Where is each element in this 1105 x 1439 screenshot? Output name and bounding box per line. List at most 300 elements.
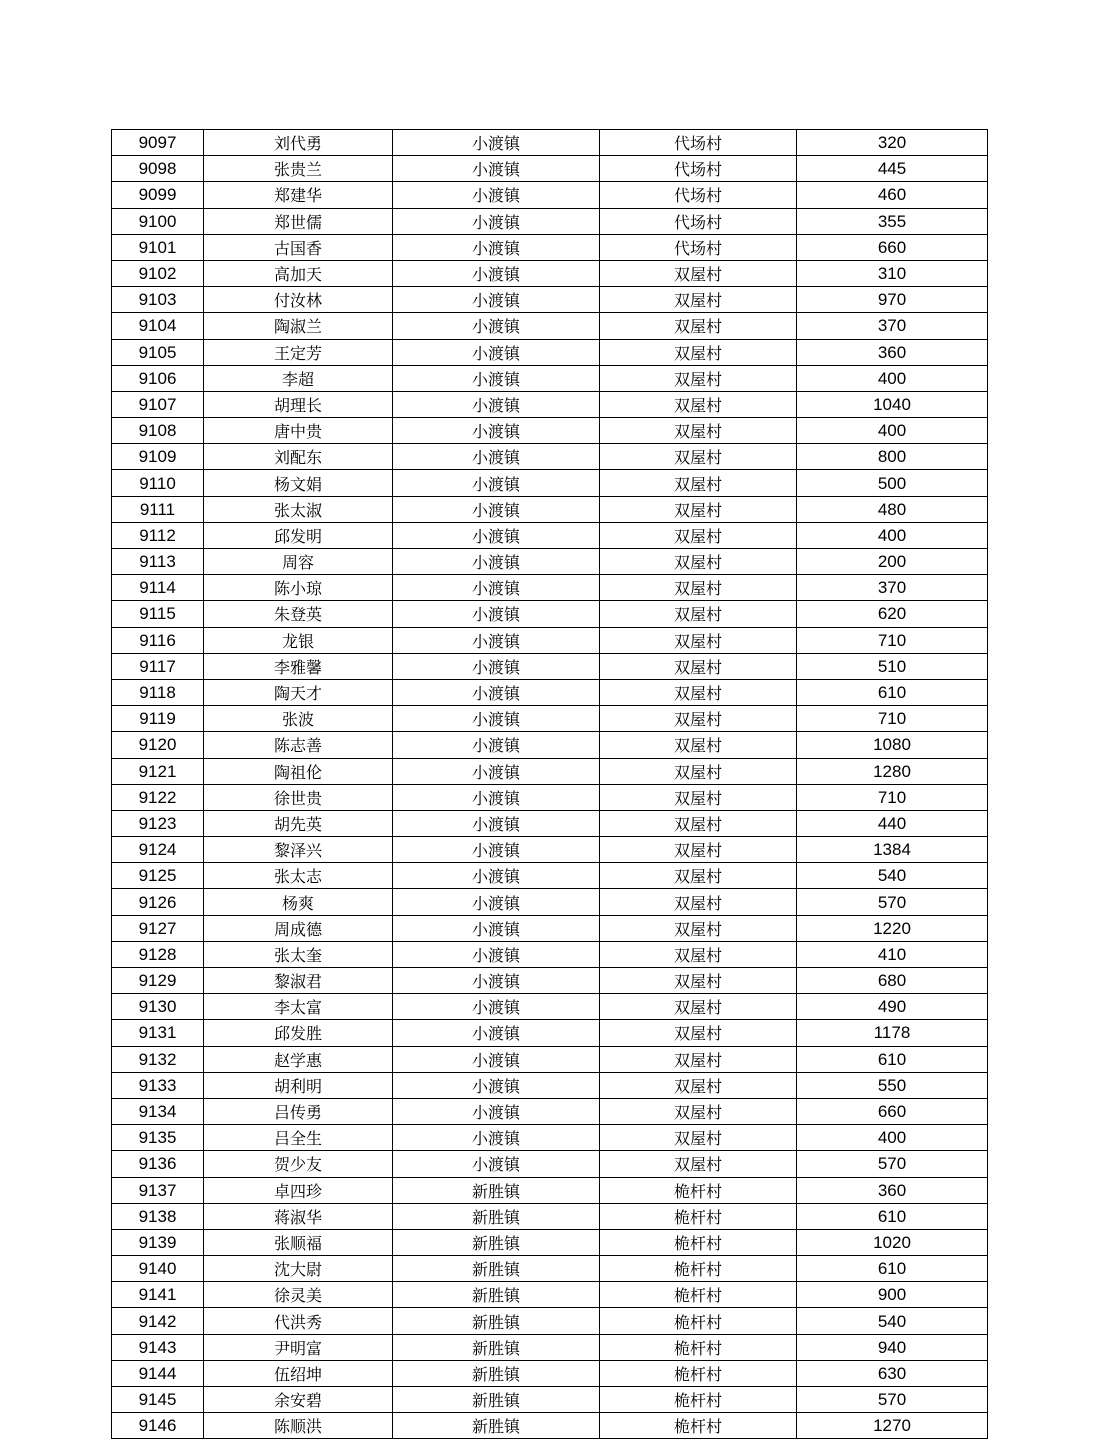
id-cell: 9124 bbox=[112, 837, 204, 863]
table-row bbox=[112, 287, 988, 313]
id-cell: 9114 bbox=[112, 575, 204, 601]
value-cell: 570 bbox=[797, 889, 988, 915]
name-cell: 胡利明 bbox=[204, 1072, 393, 1098]
id-cell: 9141 bbox=[112, 1282, 204, 1308]
village-cell: 双屋村 bbox=[600, 810, 797, 836]
name-cell: 周容 bbox=[204, 549, 393, 575]
village-cell: 桅杆村 bbox=[600, 1413, 797, 1439]
table-row bbox=[112, 601, 988, 627]
id-cell: 9113 bbox=[112, 549, 204, 575]
value-cell: 630 bbox=[797, 1360, 988, 1386]
id-cell: 9137 bbox=[112, 1177, 204, 1203]
town-cell: 小渡镇 bbox=[393, 470, 600, 496]
id-cell: 9129 bbox=[112, 968, 204, 994]
table-row bbox=[112, 182, 988, 208]
village-cell: 双屋村 bbox=[600, 313, 797, 339]
town-cell: 小渡镇 bbox=[393, 182, 600, 208]
table-row bbox=[112, 1151, 988, 1177]
value-cell: 610 bbox=[797, 1256, 988, 1282]
village-cell: 双屋村 bbox=[600, 863, 797, 889]
value-cell: 1280 bbox=[797, 758, 988, 784]
value-cell: 570 bbox=[797, 1151, 988, 1177]
village-cell: 代场村 bbox=[600, 130, 797, 156]
town-cell: 小渡镇 bbox=[393, 208, 600, 234]
id-cell: 9115 bbox=[112, 601, 204, 627]
id-cell: 9138 bbox=[112, 1203, 204, 1229]
value-cell: 710 bbox=[797, 784, 988, 810]
village-cell: 桅杆村 bbox=[600, 1203, 797, 1229]
table-row bbox=[112, 1334, 988, 1360]
id-cell: 9105 bbox=[112, 339, 204, 365]
name-cell: 陈志善 bbox=[204, 732, 393, 758]
value-cell: 540 bbox=[797, 1308, 988, 1334]
town-cell: 新胜镇 bbox=[393, 1413, 600, 1439]
name-cell: 唐中贵 bbox=[204, 418, 393, 444]
value-cell: 940 bbox=[797, 1334, 988, 1360]
town-cell: 新胜镇 bbox=[393, 1360, 600, 1386]
value-cell: 710 bbox=[797, 627, 988, 653]
value-cell: 410 bbox=[797, 941, 988, 967]
town-cell: 小渡镇 bbox=[393, 1098, 600, 1124]
town-cell: 小渡镇 bbox=[393, 1151, 600, 1177]
id-cell: 9144 bbox=[112, 1360, 204, 1386]
id-cell: 9106 bbox=[112, 365, 204, 391]
town-cell: 新胜镇 bbox=[393, 1282, 600, 1308]
name-cell: 李雅馨 bbox=[204, 653, 393, 679]
id-cell: 9118 bbox=[112, 679, 204, 705]
village-cell: 双屋村 bbox=[600, 1020, 797, 1046]
id-cell: 9117 bbox=[112, 653, 204, 679]
town-cell: 小渡镇 bbox=[393, 418, 600, 444]
village-cell: 双屋村 bbox=[600, 679, 797, 705]
id-cell: 9139 bbox=[112, 1229, 204, 1255]
id-cell: 9125 bbox=[112, 863, 204, 889]
town-cell: 新胜镇 bbox=[393, 1229, 600, 1255]
table-row bbox=[112, 575, 988, 601]
village-cell: 桅杆村 bbox=[600, 1334, 797, 1360]
village-cell: 桅杆村 bbox=[600, 1256, 797, 1282]
value-cell: 500 bbox=[797, 470, 988, 496]
value-cell: 320 bbox=[797, 130, 988, 156]
town-cell: 小渡镇 bbox=[393, 941, 600, 967]
id-cell: 9108 bbox=[112, 418, 204, 444]
id-cell: 9131 bbox=[112, 1020, 204, 1046]
name-cell: 杨文娟 bbox=[204, 470, 393, 496]
town-cell: 小渡镇 bbox=[393, 863, 600, 889]
town-cell: 新胜镇 bbox=[393, 1177, 600, 1203]
id-cell: 9143 bbox=[112, 1334, 204, 1360]
value-cell: 1080 bbox=[797, 732, 988, 758]
name-cell: 陶天才 bbox=[204, 679, 393, 705]
town-cell: 小渡镇 bbox=[393, 627, 600, 653]
village-cell: 双屋村 bbox=[600, 601, 797, 627]
value-cell: 1178 bbox=[797, 1020, 988, 1046]
table-row bbox=[112, 653, 988, 679]
name-cell: 张太志 bbox=[204, 863, 393, 889]
name-cell: 李太富 bbox=[204, 994, 393, 1020]
table-row bbox=[112, 627, 988, 653]
id-cell: 9103 bbox=[112, 287, 204, 313]
town-cell: 小渡镇 bbox=[393, 1125, 600, 1151]
value-cell: 1270 bbox=[797, 1413, 988, 1439]
town-cell: 小渡镇 bbox=[393, 1020, 600, 1046]
id-cell: 9102 bbox=[112, 260, 204, 286]
value-cell: 490 bbox=[797, 994, 988, 1020]
id-cell: 9134 bbox=[112, 1098, 204, 1124]
village-cell: 桅杆村 bbox=[600, 1387, 797, 1413]
value-cell: 1040 bbox=[797, 391, 988, 417]
name-cell: 刘配东 bbox=[204, 444, 393, 470]
value-cell: 610 bbox=[797, 1046, 988, 1072]
table-row bbox=[112, 837, 988, 863]
table-row bbox=[112, 365, 988, 391]
town-cell: 小渡镇 bbox=[393, 732, 600, 758]
table-row bbox=[112, 863, 988, 889]
value-cell: 445 bbox=[797, 156, 988, 182]
name-cell: 陈小琼 bbox=[204, 575, 393, 601]
id-cell: 9132 bbox=[112, 1046, 204, 1072]
town-cell: 小渡镇 bbox=[393, 575, 600, 601]
table-row bbox=[112, 444, 988, 470]
id-cell: 9109 bbox=[112, 444, 204, 470]
table-row bbox=[112, 1125, 988, 1151]
village-cell: 双屋村 bbox=[600, 1151, 797, 1177]
table-row bbox=[112, 679, 988, 705]
value-cell: 1384 bbox=[797, 837, 988, 863]
id-cell: 9101 bbox=[112, 234, 204, 260]
value-cell: 360 bbox=[797, 1177, 988, 1203]
name-cell: 贺少友 bbox=[204, 1151, 393, 1177]
town-cell: 新胜镇 bbox=[393, 1334, 600, 1360]
village-cell: 桅杆村 bbox=[600, 1177, 797, 1203]
name-cell: 杨爽 bbox=[204, 889, 393, 915]
value-cell: 610 bbox=[797, 679, 988, 705]
name-cell: 王定芳 bbox=[204, 339, 393, 365]
village-cell: 双屋村 bbox=[600, 889, 797, 915]
name-cell: 代洪秀 bbox=[204, 1308, 393, 1334]
village-cell: 双屋村 bbox=[600, 706, 797, 732]
name-cell: 黎淑君 bbox=[204, 968, 393, 994]
value-cell: 400 bbox=[797, 418, 988, 444]
town-cell: 小渡镇 bbox=[393, 889, 600, 915]
value-cell: 620 bbox=[797, 601, 988, 627]
village-cell: 双屋村 bbox=[600, 339, 797, 365]
name-cell: 张太奎 bbox=[204, 941, 393, 967]
id-cell: 9119 bbox=[112, 706, 204, 732]
id-cell: 9098 bbox=[112, 156, 204, 182]
id-cell: 9120 bbox=[112, 732, 204, 758]
table-row bbox=[112, 156, 988, 182]
town-cell: 小渡镇 bbox=[393, 915, 600, 941]
name-cell: 陶祖伦 bbox=[204, 758, 393, 784]
id-cell: 9140 bbox=[112, 1256, 204, 1282]
name-cell: 吕传勇 bbox=[204, 1098, 393, 1124]
table-row bbox=[112, 208, 988, 234]
value-cell: 480 bbox=[797, 496, 988, 522]
village-cell: 双屋村 bbox=[600, 732, 797, 758]
town-cell: 新胜镇 bbox=[393, 1308, 600, 1334]
table-row bbox=[112, 130, 988, 156]
value-cell: 355 bbox=[797, 208, 988, 234]
id-cell: 9123 bbox=[112, 810, 204, 836]
village-cell: 双屋村 bbox=[600, 627, 797, 653]
table-row bbox=[112, 418, 988, 444]
id-cell: 9100 bbox=[112, 208, 204, 234]
id-cell: 9135 bbox=[112, 1125, 204, 1151]
table-row bbox=[112, 706, 988, 732]
village-cell: 双屋村 bbox=[600, 470, 797, 496]
id-cell: 9107 bbox=[112, 391, 204, 417]
table-row bbox=[112, 1046, 988, 1072]
table-body bbox=[112, 130, 988, 1439]
town-cell: 小渡镇 bbox=[393, 837, 600, 863]
village-cell: 桅杆村 bbox=[600, 1308, 797, 1334]
id-cell: 9136 bbox=[112, 1151, 204, 1177]
town-cell: 小渡镇 bbox=[393, 522, 600, 548]
name-cell: 尹明富 bbox=[204, 1334, 393, 1360]
value-cell: 440 bbox=[797, 810, 988, 836]
id-cell: 9127 bbox=[112, 915, 204, 941]
village-cell: 双屋村 bbox=[600, 418, 797, 444]
id-cell: 9126 bbox=[112, 889, 204, 915]
id-cell: 9099 bbox=[112, 182, 204, 208]
name-cell: 郑建华 bbox=[204, 182, 393, 208]
name-cell: 刘代勇 bbox=[204, 130, 393, 156]
value-cell: 680 bbox=[797, 968, 988, 994]
value-cell: 1020 bbox=[797, 1229, 988, 1255]
value-cell: 460 bbox=[797, 182, 988, 208]
town-cell: 小渡镇 bbox=[393, 130, 600, 156]
name-cell: 龙银 bbox=[204, 627, 393, 653]
value-cell: 400 bbox=[797, 1125, 988, 1151]
table-row bbox=[112, 1282, 988, 1308]
town-cell: 小渡镇 bbox=[393, 496, 600, 522]
town-cell: 小渡镇 bbox=[393, 365, 600, 391]
id-cell: 9122 bbox=[112, 784, 204, 810]
value-cell: 360 bbox=[797, 339, 988, 365]
name-cell: 李超 bbox=[204, 365, 393, 391]
name-cell: 郑世儒 bbox=[204, 208, 393, 234]
name-cell: 张顺福 bbox=[204, 1229, 393, 1255]
table-row bbox=[112, 522, 988, 548]
town-cell: 小渡镇 bbox=[393, 784, 600, 810]
id-cell: 9145 bbox=[112, 1387, 204, 1413]
village-cell: 双屋村 bbox=[600, 1046, 797, 1072]
id-cell: 9130 bbox=[112, 994, 204, 1020]
name-cell: 赵学惠 bbox=[204, 1046, 393, 1072]
name-cell: 周成德 bbox=[204, 915, 393, 941]
village-cell: 双屋村 bbox=[600, 915, 797, 941]
table-row bbox=[112, 758, 988, 784]
village-cell: 桅杆村 bbox=[600, 1282, 797, 1308]
table-row bbox=[112, 915, 988, 941]
table-row bbox=[112, 234, 988, 260]
town-cell: 小渡镇 bbox=[393, 287, 600, 313]
village-cell: 双屋村 bbox=[600, 522, 797, 548]
value-cell: 540 bbox=[797, 863, 988, 889]
name-cell: 徐世贵 bbox=[204, 784, 393, 810]
name-cell: 邱发明 bbox=[204, 522, 393, 548]
name-cell: 胡理长 bbox=[204, 391, 393, 417]
town-cell: 小渡镇 bbox=[393, 444, 600, 470]
village-cell: 双屋村 bbox=[600, 968, 797, 994]
value-cell: 310 bbox=[797, 260, 988, 286]
data-table bbox=[111, 129, 988, 1439]
village-cell: 双屋村 bbox=[600, 837, 797, 863]
name-cell: 邱发胜 bbox=[204, 1020, 393, 1046]
village-cell: 代场村 bbox=[600, 182, 797, 208]
village-cell: 双屋村 bbox=[600, 260, 797, 286]
table-row bbox=[112, 968, 988, 994]
id-cell: 9104 bbox=[112, 313, 204, 339]
village-cell: 双屋村 bbox=[600, 784, 797, 810]
village-cell: 双屋村 bbox=[600, 365, 797, 391]
table-row bbox=[112, 810, 988, 836]
table-row bbox=[112, 549, 988, 575]
town-cell: 小渡镇 bbox=[393, 339, 600, 365]
table-row bbox=[112, 496, 988, 522]
village-cell: 双屋村 bbox=[600, 994, 797, 1020]
table-row bbox=[112, 1098, 988, 1124]
town-cell: 小渡镇 bbox=[393, 653, 600, 679]
name-cell: 张波 bbox=[204, 706, 393, 732]
town-cell: 小渡镇 bbox=[393, 313, 600, 339]
village-cell: 双屋村 bbox=[600, 391, 797, 417]
table-row bbox=[112, 994, 988, 1020]
name-cell: 古国香 bbox=[204, 234, 393, 260]
town-cell: 小渡镇 bbox=[393, 706, 600, 732]
id-cell: 9121 bbox=[112, 758, 204, 784]
town-cell: 新胜镇 bbox=[393, 1387, 600, 1413]
town-cell: 小渡镇 bbox=[393, 601, 600, 627]
village-cell: 双屋村 bbox=[600, 653, 797, 679]
id-cell: 9128 bbox=[112, 941, 204, 967]
town-cell: 小渡镇 bbox=[393, 234, 600, 260]
value-cell: 1220 bbox=[797, 915, 988, 941]
value-cell: 660 bbox=[797, 234, 988, 260]
table-row bbox=[112, 1072, 988, 1098]
town-cell: 新胜镇 bbox=[393, 1256, 600, 1282]
name-cell: 高加天 bbox=[204, 260, 393, 286]
village-cell: 双屋村 bbox=[600, 1098, 797, 1124]
table-row bbox=[112, 339, 988, 365]
town-cell: 小渡镇 bbox=[393, 968, 600, 994]
table-row bbox=[112, 1020, 988, 1046]
value-cell: 660 bbox=[797, 1098, 988, 1124]
town-cell: 小渡镇 bbox=[393, 260, 600, 286]
table-row bbox=[112, 1229, 988, 1255]
value-cell: 900 bbox=[797, 1282, 988, 1308]
table-row bbox=[112, 1360, 988, 1386]
id-cell: 9097 bbox=[112, 130, 204, 156]
village-cell: 桅杆村 bbox=[600, 1229, 797, 1255]
table-row bbox=[112, 732, 988, 758]
name-cell: 胡先英 bbox=[204, 810, 393, 836]
id-cell: 9116 bbox=[112, 627, 204, 653]
town-cell: 小渡镇 bbox=[393, 1046, 600, 1072]
town-cell: 小渡镇 bbox=[393, 391, 600, 417]
table-row bbox=[112, 1413, 988, 1439]
value-cell: 400 bbox=[797, 522, 988, 548]
name-cell: 朱登英 bbox=[204, 601, 393, 627]
name-cell: 吕全生 bbox=[204, 1125, 393, 1151]
name-cell: 卓四珍 bbox=[204, 1177, 393, 1203]
name-cell: 余安碧 bbox=[204, 1387, 393, 1413]
value-cell: 800 bbox=[797, 444, 988, 470]
town-cell: 新胜镇 bbox=[393, 1203, 600, 1229]
table-row bbox=[112, 1256, 988, 1282]
village-cell: 双屋村 bbox=[600, 1072, 797, 1098]
village-cell: 双屋村 bbox=[600, 496, 797, 522]
village-cell: 双屋村 bbox=[600, 444, 797, 470]
village-cell: 代场村 bbox=[600, 208, 797, 234]
town-cell: 小渡镇 bbox=[393, 810, 600, 836]
id-cell: 9112 bbox=[112, 522, 204, 548]
name-cell: 伍绍坤 bbox=[204, 1360, 393, 1386]
id-cell: 9146 bbox=[112, 1413, 204, 1439]
table-row bbox=[112, 784, 988, 810]
table-row bbox=[112, 260, 988, 286]
town-cell: 小渡镇 bbox=[393, 1072, 600, 1098]
id-cell: 9133 bbox=[112, 1072, 204, 1098]
village-cell: 桅杆村 bbox=[600, 1360, 797, 1386]
table-row bbox=[112, 1308, 988, 1334]
town-cell: 小渡镇 bbox=[393, 156, 600, 182]
town-cell: 小渡镇 bbox=[393, 549, 600, 575]
village-cell: 代场村 bbox=[600, 234, 797, 260]
name-cell: 陈顺洪 bbox=[204, 1413, 393, 1439]
table-row bbox=[112, 470, 988, 496]
value-cell: 570 bbox=[797, 1387, 988, 1413]
table-row bbox=[112, 313, 988, 339]
value-cell: 200 bbox=[797, 549, 988, 575]
village-cell: 双屋村 bbox=[600, 1125, 797, 1151]
id-cell: 9110 bbox=[112, 470, 204, 496]
value-cell: 970 bbox=[797, 287, 988, 313]
village-cell: 双屋村 bbox=[600, 758, 797, 784]
village-cell: 双屋村 bbox=[600, 941, 797, 967]
name-cell: 徐灵美 bbox=[204, 1282, 393, 1308]
id-cell: 9111 bbox=[112, 496, 204, 522]
village-cell: 双屋村 bbox=[600, 549, 797, 575]
table-row bbox=[112, 1387, 988, 1413]
value-cell: 550 bbox=[797, 1072, 988, 1098]
village-cell: 双屋村 bbox=[600, 287, 797, 313]
name-cell: 付汝林 bbox=[204, 287, 393, 313]
value-cell: 510 bbox=[797, 653, 988, 679]
name-cell: 张贵兰 bbox=[204, 156, 393, 182]
name-cell: 蒋淑华 bbox=[204, 1203, 393, 1229]
value-cell: 610 bbox=[797, 1203, 988, 1229]
town-cell: 小渡镇 bbox=[393, 679, 600, 705]
town-cell: 小渡镇 bbox=[393, 758, 600, 784]
name-cell: 沈大尉 bbox=[204, 1256, 393, 1282]
village-cell: 代场村 bbox=[600, 156, 797, 182]
name-cell: 陶淑兰 bbox=[204, 313, 393, 339]
value-cell: 400 bbox=[797, 365, 988, 391]
id-cell: 9142 bbox=[112, 1308, 204, 1334]
value-cell: 370 bbox=[797, 313, 988, 339]
value-cell: 710 bbox=[797, 706, 988, 732]
name-cell: 黎泽兴 bbox=[204, 837, 393, 863]
table-row bbox=[112, 391, 988, 417]
table-row bbox=[112, 1203, 988, 1229]
table-row bbox=[112, 889, 988, 915]
table-row bbox=[112, 1177, 988, 1203]
value-cell: 370 bbox=[797, 575, 988, 601]
town-cell: 小渡镇 bbox=[393, 994, 600, 1020]
village-cell: 双屋村 bbox=[600, 575, 797, 601]
